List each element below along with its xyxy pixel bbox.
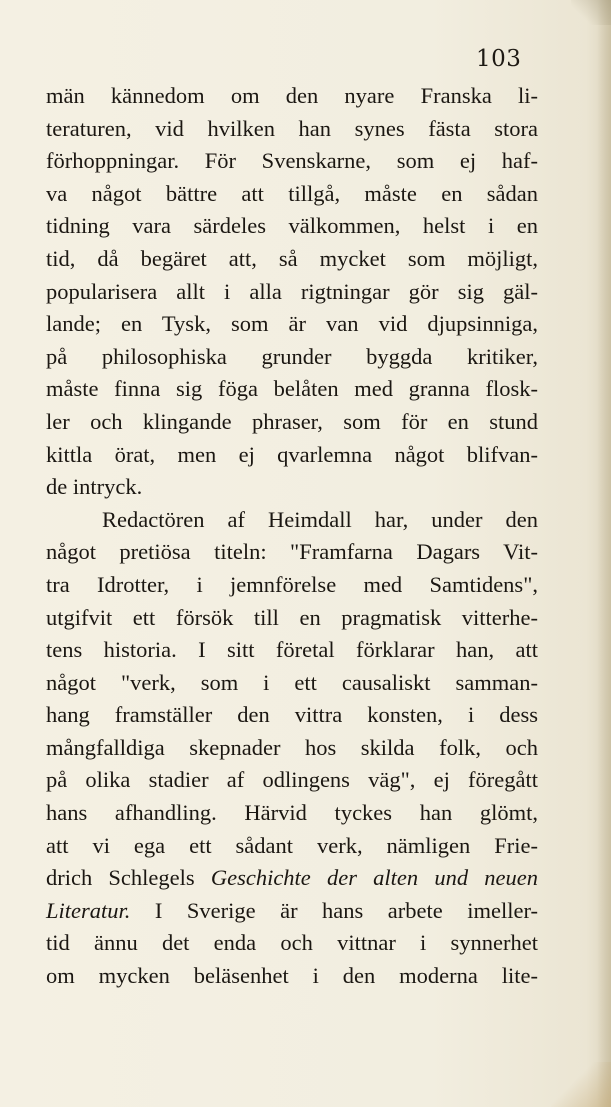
text-line-26: [46, 895, 538, 928]
text-line-17: utgifvit ett försök till en pragmatisk vitterhe-: [46, 604, 538, 630]
text-line-19: något "verk, som i ett causaliskt samman-: [46, 669, 538, 695]
text-line-11: ler och klingande phraser, som för en stund: [46, 408, 538, 434]
text-line-20: hang framställer den vittra konsten, i dess: [46, 702, 538, 728]
text-line-1: män kännedom om den nyare Franska li-: [46, 83, 538, 108]
text-line-13: de intryck.: [46, 474, 143, 500]
book-title-italic-2: Literatur.: [46, 897, 131, 923]
text-line-22: på olika stadier af odlingens väg", ej föregått: [46, 767, 538, 793]
page-corner-top-right: [571, 0, 611, 25]
text-line-27: tid ännu det enda och vittnar i synnerhet: [46, 930, 538, 956]
text-line-9: på philosophiska grunder byggda kritiker,: [46, 343, 538, 369]
text-line-24: att vi ega ett sådant verk, nämligen Frie-: [46, 832, 538, 858]
text-line-25: [46, 862, 538, 895]
text-line-10: måste finna sig föga belåten med granna flosk-: [46, 376, 538, 402]
text-line-14: Redactören af Heimdall har, under den: [102, 506, 538, 532]
text-line-8: lande; en Tysk, som är van vid djupsinniga,: [46, 311, 538, 337]
text-line-7: popularisera allt i alla rigtningar gör sig gäl-: [46, 278, 538, 304]
text-line-5: tidning vara särdeles välkommen, helst i en: [46, 213, 538, 239]
text-line-12: kittla örat, men ej qvarlemna något blifvan-: [46, 441, 538, 467]
text-line-25-roman: drich Schlegels: [46, 865, 195, 891]
text-line-4: va något bättre att tillgå, måste en sådan: [46, 180, 538, 206]
text-line-18: tens historia. I sitt företal förklarar han, att: [46, 637, 538, 663]
body-text: [46, 80, 538, 993]
page-corner-bottom-right: [551, 1062, 611, 1107]
text-line-28: om mycken beläsenhet i den moderna lite-: [46, 963, 538, 989]
text-line-15: något pretiösa titeln: "Framfarna Dagars Vit-: [46, 539, 538, 565]
text-line-2: teraturen, vid hvilken han synes fästa stora: [46, 115, 538, 141]
text-line-16: tra Idrotter, i jemnförelse med Samtidens",: [46, 571, 538, 597]
page-number: 103: [476, 46, 522, 72]
text-line-21: mångfalldiga skepnader hos skilda folk, och: [46, 734, 538, 760]
text-line-26-roman: I Sverige är hans arbete imeller-: [130, 897, 538, 923]
book-title-italic-1: Geschichte der alten und neuen: [210, 865, 538, 891]
page-edge-shadow: [597, 0, 611, 1107]
text-line-3: förhoppningar. För Svenskarne, som ej haf-: [46, 148, 538, 174]
text-line-6: tid, då begäret att, så mycket som möjligt,: [46, 245, 538, 271]
text-line-23: hans afhandling. Härvid tyckes han glömt,: [46, 800, 538, 826]
